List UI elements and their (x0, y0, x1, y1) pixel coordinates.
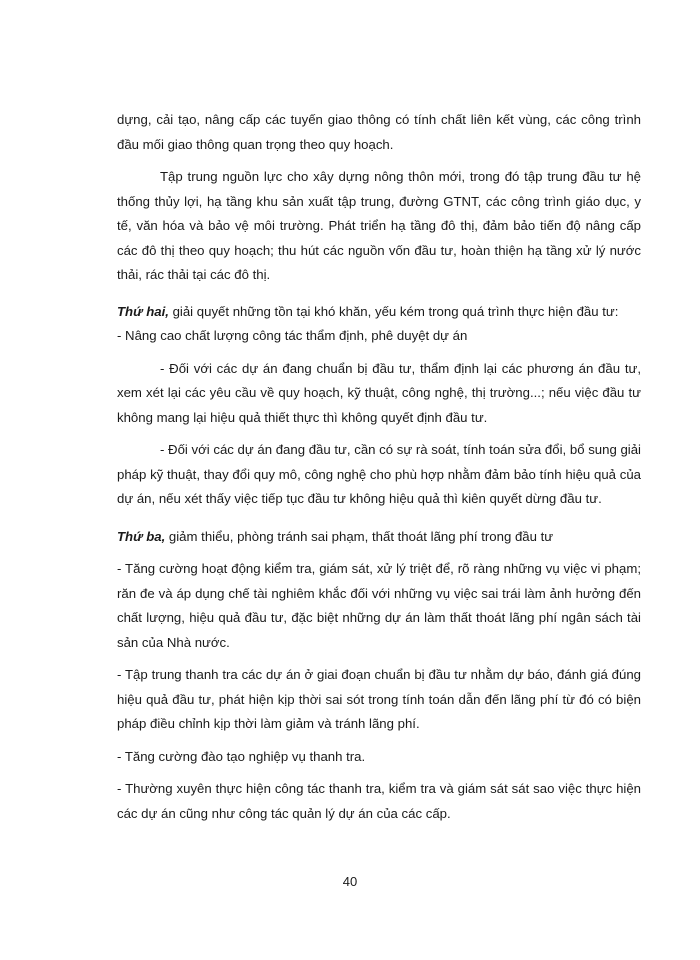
paragraph-infrastructure-continuation (117, 108, 641, 157)
page-number: 40 (342, 874, 358, 889)
paragraph-text: - Tăng cường đào tạo nghiệp vụ thanh tra. (117, 748, 366, 764)
list-item-ongoing-projects (117, 438, 641, 512)
section-lead-second: Thứ hai, (117, 303, 169, 319)
paragraph-second-solution (117, 300, 641, 325)
paragraph-text: - Tập trung thanh tra các dự án ở giai đoạn chuẩn bị đầu tư nhằm dự báo, đánh giá đúng hiệu quả đầu tư, phát hiện kịp thời sai sót trong tính toán dẫn đến lãng phí từ đó có biện pháp điều chỉnh kịp thời làm giảm và tránh lãng phí. (117, 667, 641, 731)
paragraph-text: giảm thiểu, phòng tránh sai phạm, thất thoát lãng phí trong đầu tư (165, 528, 554, 544)
paragraph-text: - Tăng cường hoạt động kiểm tra, giám sát, xử lý triệt để, rõ ràng những vụ việc vi phạm; răn đe và áp dụng chế tài nghiêm khắc đối với những vụ việc sai trái làm ảnh hưởng đến chất lượng, hiệu quả đầu tư, đặc biệt những dự án làm thất thoát lãng phí ngân sách tài sản của Nhà nước. (117, 561, 641, 650)
list-item-regular-supervision (117, 777, 641, 826)
list-item-training (117, 745, 641, 770)
paragraph-text: giải quyết những tồn tại khó khăn, yếu kém trong quá trình thực hiện đầu tư: (168, 303, 619, 319)
list-item-appraisal-quality (117, 324, 641, 349)
paragraph-third-solution (117, 525, 641, 550)
section-lead-third: Thứ ba, (117, 528, 166, 544)
list-item-preparing-projects (117, 357, 641, 431)
paragraph-text: dựng, cải tạo, nâng cấp các tuyến giao thông có tính chất liên kết vùng, các công trình đầu mối giao thông quan trọng theo quy hoạch. (117, 112, 641, 152)
paragraph-rural-development (117, 165, 641, 288)
paragraph-text: - Nâng cao chất lượng công tác thẩm định, phê duyệt dự án (117, 328, 468, 343)
paragraph-text: - Đối với các dự án đang chuẩn bị đầu tư, thẩm định lại các phương án đầu tư, xem xét lại các yêu cầu về quy hoạch, kỹ thuật, công nghệ, thị trường...; nếu việc đầu tư không mang lại hiệu quả thiết thực thì không quyết định đầu tư. (117, 360, 641, 425)
list-item-inspection (117, 557, 641, 655)
list-item-focused-inspection (117, 663, 641, 737)
paragraph-text: - Đối với các dự án đang đầu tư, cần có sự rà soát, tính toán sửa đổi, bổ sung giải pháp kỹ thuật, thay đổi quy mô, công nghệ cho phù hợp nhằm đảm bảo tính hiệu quả của dự án, nếu xét thấy việc tiếp tục đầu tư không hiệu quả thì kiên quyết dừng đầu tư. (117, 442, 641, 506)
paragraph-text: Tập trung nguồn lực cho xây dựng nông thôn mới, trong đó tập trung đầu tư hệ thống thủy lợi, hạ tầng khu sản xuất tập trung, đường GTNT, các công trình giáo dục, y tế, văn hóa và bảo vệ môi trường. Phát triển hạ tầng đô thị, đảm bảo tiến độ nâng cấp các đô thị theo quy hoạch; thu hút các nguồn vốn đầu tư, hoàn thiện hạ tầng xử lý nước thải, rác thải tại các đô thị. (117, 169, 641, 282)
page-body (117, 108, 641, 826)
paragraph-text: - Thường xuyên thực hiện công tác thanh tra, kiểm tra và giám sát sát sao việc thực hiện các dự án cũng như công tác quản lý dự án của các cấp. (117, 781, 641, 821)
